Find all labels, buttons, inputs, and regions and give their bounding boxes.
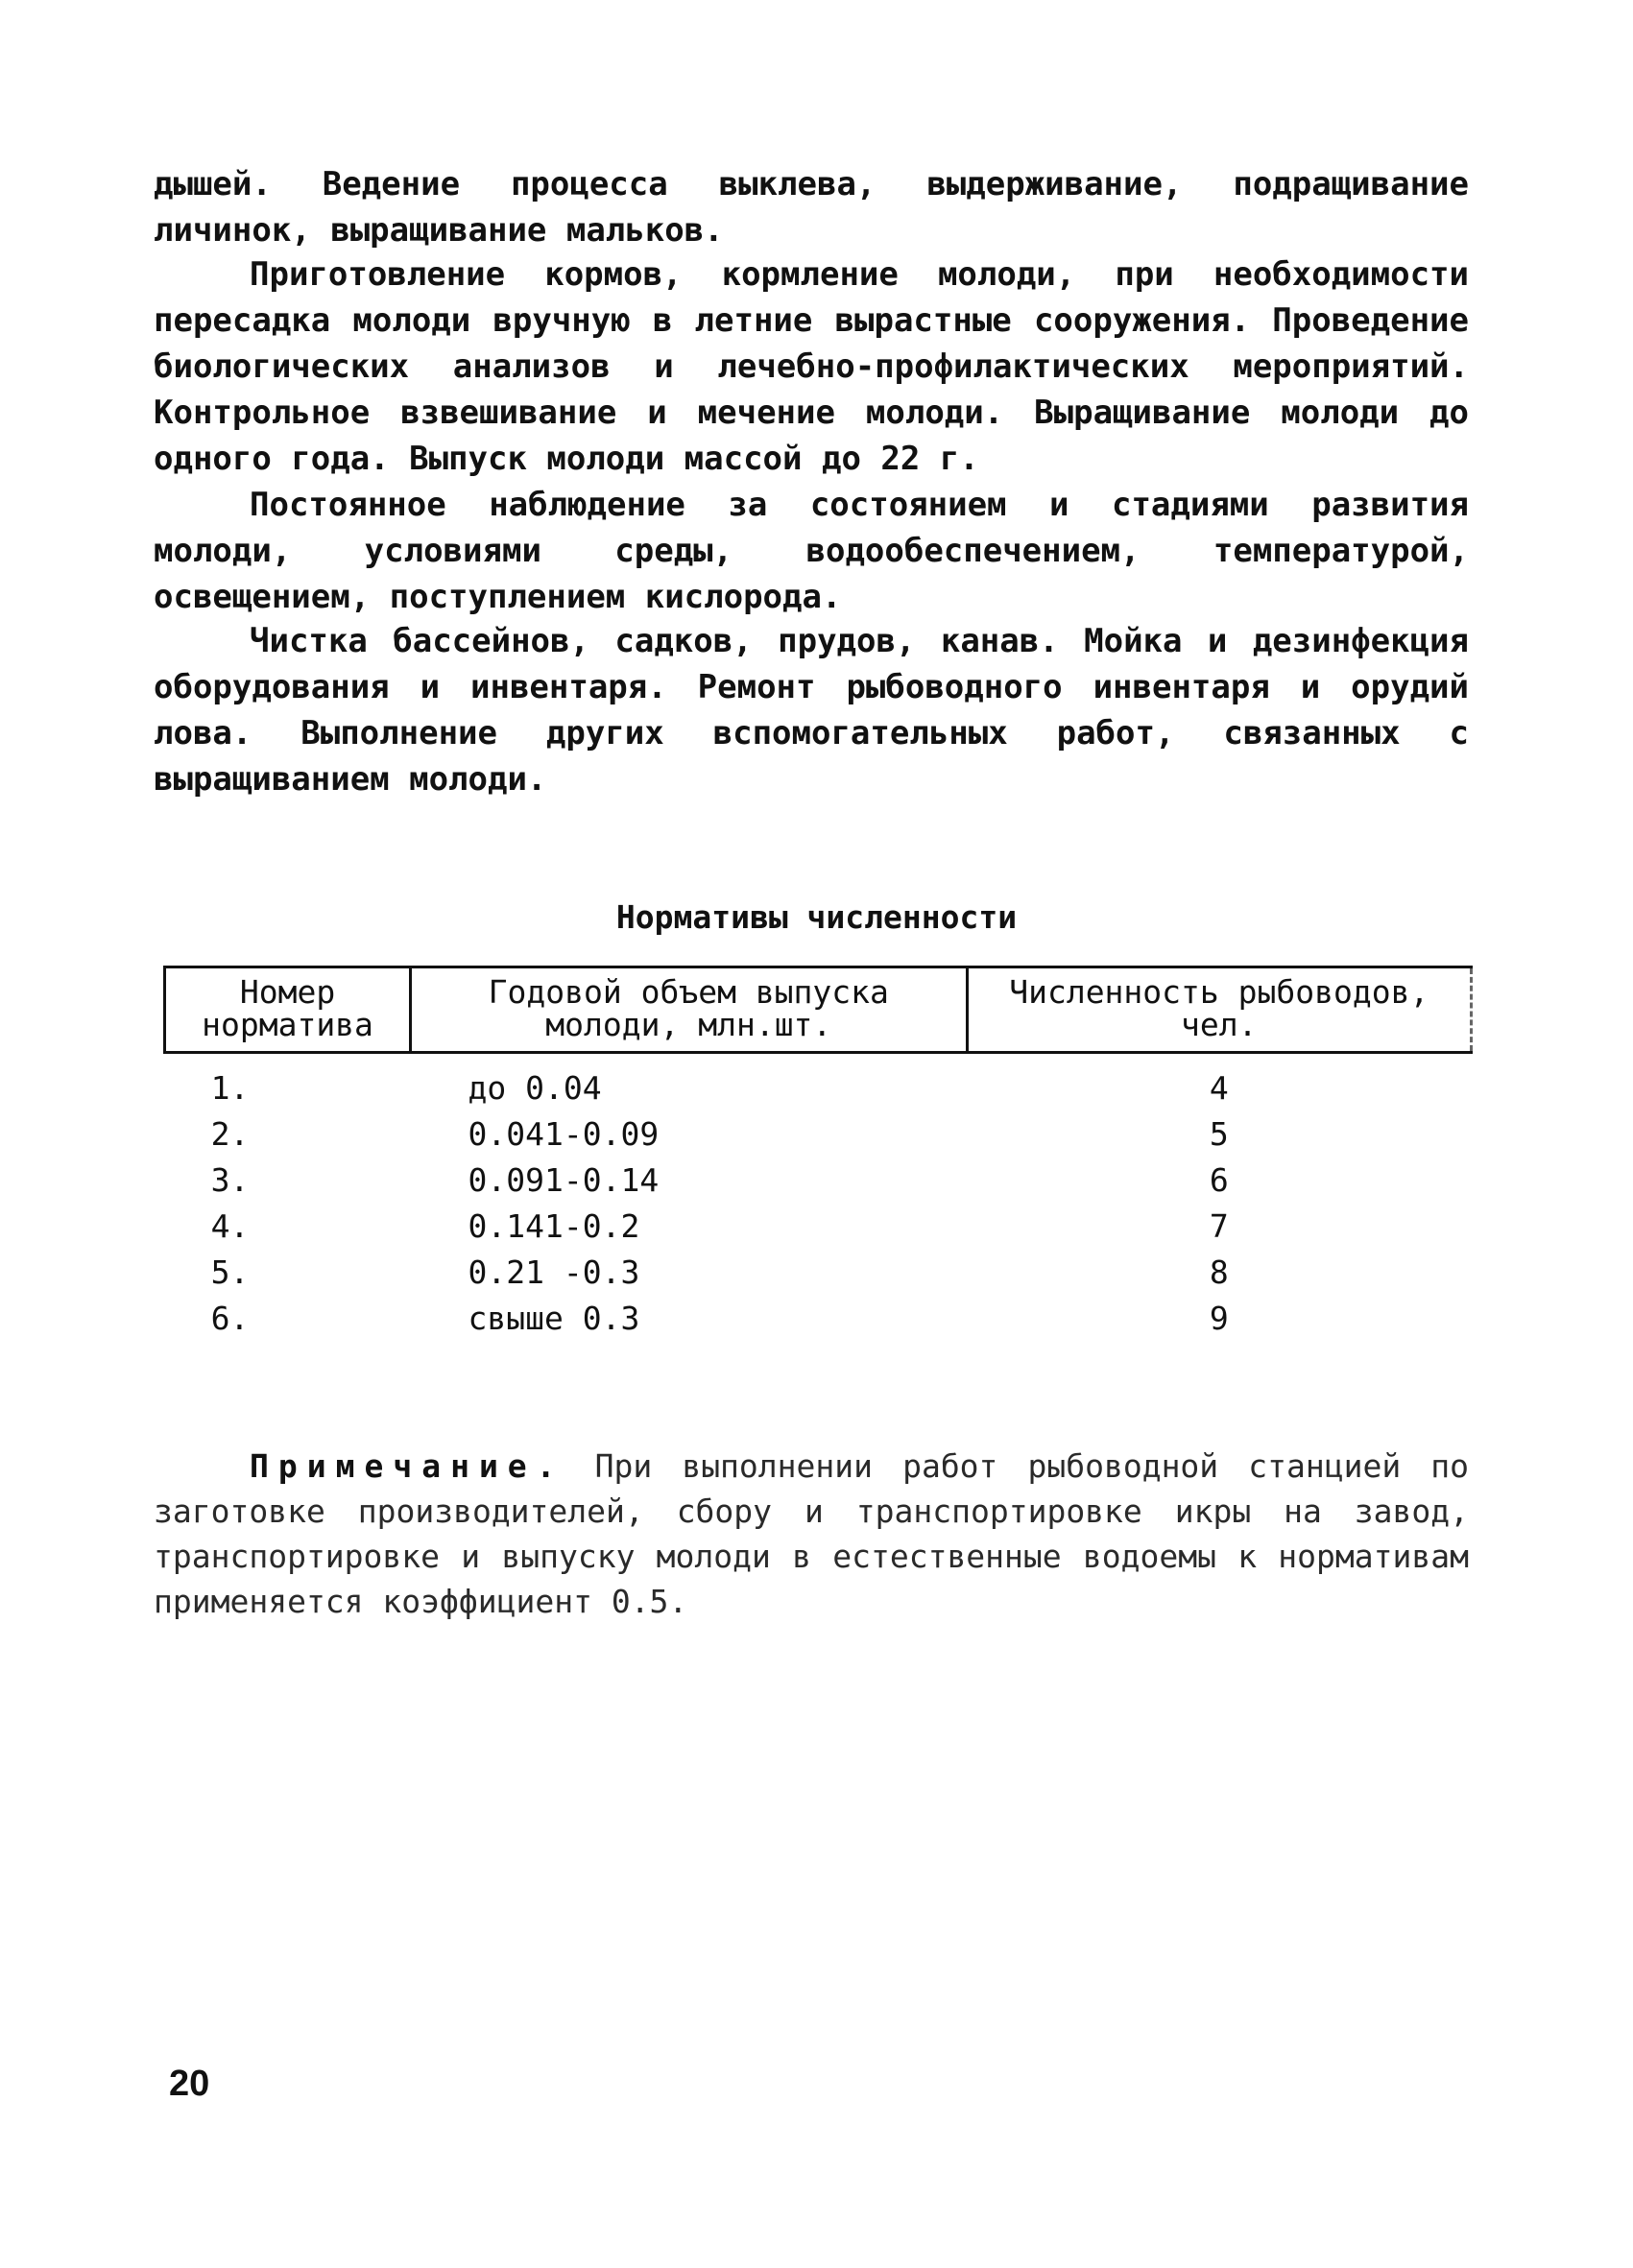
table-header-row [165,967,1472,1053]
cell-count: 4 [1209,1069,1229,1107]
cell-volume: 0.21 -0.3 [468,1253,640,1291]
cell-volume: свыше 0.3 [468,1300,640,1337]
table-row [165,1111,1472,1158]
table-row [165,1204,1472,1250]
header-norm-number: Номер норматива [165,967,411,1053]
cell-count: 7 [1209,1207,1229,1245]
table-row [165,1250,1472,1296]
table-row [165,1053,1472,1112]
cell-count: 5 [1209,1115,1229,1153]
paragraph-2: Приготовление кормов, кормление молоди, при необходимости пересадка молоди вручную в летние вырастные сооружения. Проведение биологических анализов и лечебно-профилактических мероприятий. Контрольное взвешивание и мечение молоди. Выращивание молоди до одного года. Выпуск молоди массой до 22 г. [154,255,1469,478]
cell-count: 6 [1209,1161,1229,1199]
paragraph-1: дышей. Ведение процесса выклева, выдерживание, подращивание личинок, выращивание мальков. [154,165,1469,250]
cell-norm-number: 1. [210,1069,250,1107]
cell-count: 9 [1209,1300,1229,1337]
cell-norm-number: 3. [210,1161,250,1199]
cell-volume: 0.091-0.14 [468,1161,660,1199]
cell-count: 8 [1209,1253,1229,1291]
cell-norm-number: 4. [210,1207,250,1245]
table-title: Нормативы численности [615,898,1018,936]
page-number: 20 [169,2064,210,2104]
note [154,1444,1469,1624]
table-row [165,1296,1472,1342]
cell-norm-number: 5. [210,1253,250,1291]
paragraph-4: Чистка бассейнов, садков, прудов, канав. Мойка и дезинфекция оборудования и инвентаря. Ремонт рыбоводного инвентаря и орудий лова. Выполнение других вспомогательных работ, связанных с выращиванием молоди. [154,622,1469,799]
cell-norm-number: 6. [210,1300,250,1337]
header-annual-volume: Годовой объем выпуска молоди, млн.шт. [411,967,968,1053]
note-text: При выполнении работ рыбоводной станцией по заготовке производителей, сбору и транспортировке икры на завод, транспортировке и выпуску молоди в естественные водоемы к нормативам применяется коэффициент 0.5. [154,1447,1470,1620]
paragraph-3: Постоянное наблюдение за состоянием и стадиями развития молоди, условиями среды, водообеспечением, температурой, освещением, поступлением кислорода. [154,486,1469,616]
cell-norm-number: 2. [210,1115,250,1153]
note-lead: Примечание. [250,1447,565,1485]
cell-volume: 0.041-0.09 [468,1115,660,1153]
table-row [165,1158,1472,1204]
norms-table [163,966,1473,1342]
cell-volume: 0.141-0.2 [468,1207,640,1245]
cell-volume: до 0.04 [468,1069,602,1107]
header-fish-farmers-count: Численность рыбоводов, чел. [967,967,1471,1053]
